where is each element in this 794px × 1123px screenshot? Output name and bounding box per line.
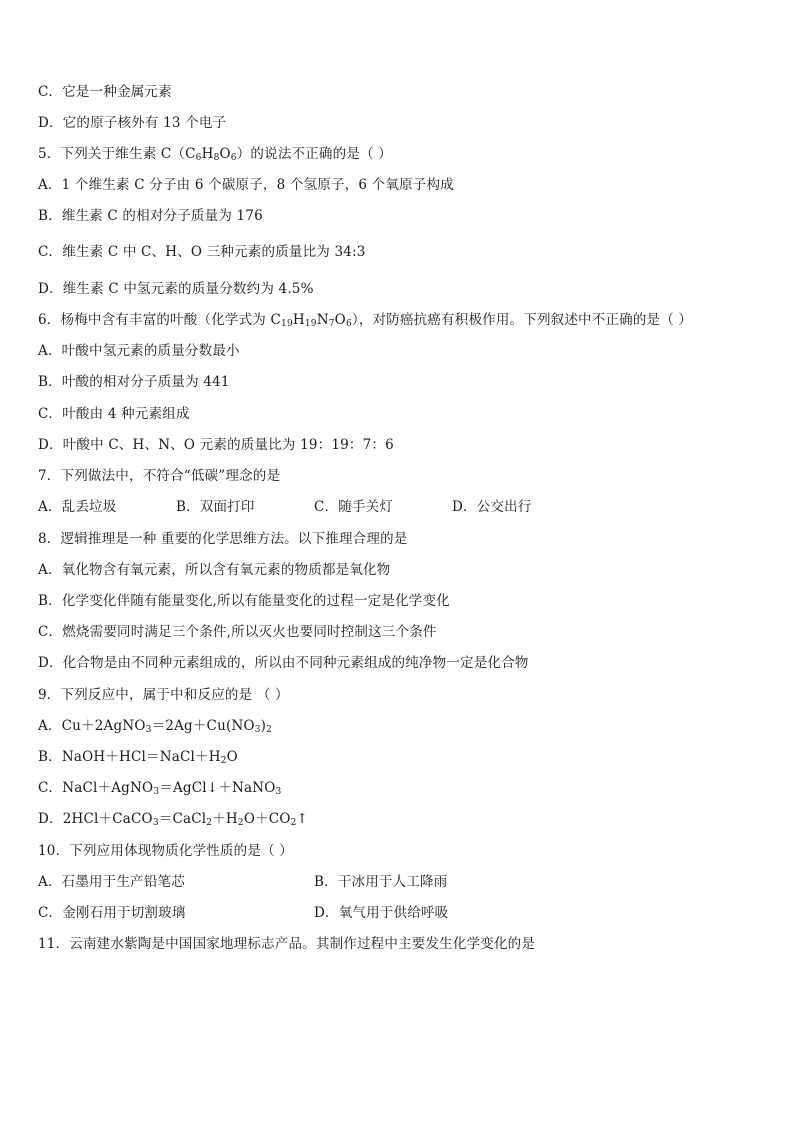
formula-subscript: 3 xyxy=(152,818,159,828)
equation-part: ＝2Ag＋Cu(NO xyxy=(151,718,255,734)
q7-option-c: C．随手关灯 xyxy=(314,499,394,515)
equation-part: ＝CaCl xyxy=(158,811,207,827)
formula-subscript: 3 xyxy=(145,725,152,735)
q6-stem-part: H xyxy=(292,312,305,328)
formula-subscript: 19 xyxy=(304,319,317,329)
equation-part: D．2HCl＋CaCO xyxy=(38,811,153,827)
equation-part: O＋CO xyxy=(243,811,291,827)
q9-option-d xyxy=(38,810,308,828)
q8-option-c: C．燃烧需要同时满足三个条件,所以灭火也要同时控制这三个条件 xyxy=(38,624,437,640)
equation-part: ↑ xyxy=(296,811,309,827)
q8-option-b: B．化学变化伴随有能量变化,所以有能量变化的过程一定是化学变化 xyxy=(38,593,450,609)
q4-option-d: D．它的原子核外有 13 个电子 xyxy=(38,115,227,131)
q6-option-b: B．叶酸的相对分子质量为 441 xyxy=(38,374,230,390)
q6-stem-part: ），对防癌抗癌有积极作用。下列叙述中不正确的是（ ） xyxy=(351,312,693,328)
q10-option-a: A．石墨用于生产铅笔芯 xyxy=(38,874,185,890)
q8-option-a: A．氧化物含有氧元素，所以含有氧元素的物质都是氧化物 xyxy=(38,562,391,578)
formula-subscript: 2 xyxy=(290,818,297,828)
q10-option-b: B．干冰用于人工降雨 xyxy=(314,874,448,890)
q9-option-a xyxy=(38,717,272,735)
q5-option-a: A．1 个维生素 C 分子由 6 个碳原子，8 个氢原子，6 个氧原子构成 xyxy=(38,177,454,193)
equation-part: ＝AgCl↓＋NaNO xyxy=(159,780,276,796)
formula-subscript: 8 xyxy=(213,153,220,163)
q10-options-row1 xyxy=(38,873,590,891)
equation-part: ) xyxy=(260,718,267,734)
q5-stem-part: O xyxy=(219,146,231,162)
q10-option-d: D．氧气用于供给呼吸 xyxy=(314,905,449,921)
q11-stem: 11．云南建水紫陶是中国国家地理标志产品。其制作过程中主要发生化学变化的是 xyxy=(38,936,536,952)
q9-option-b xyxy=(38,748,238,766)
formula-subscript: 3 xyxy=(254,725,261,735)
formula-subscript: 3 xyxy=(275,787,282,797)
equation-part: B．NaOH＋HCl＝NaCl＋H xyxy=(38,749,221,765)
q7-options xyxy=(38,498,590,516)
q8-option-d: D．化合物是由不同种元素组成的，所以由不同种元素组成的纯净物一定是化合物 xyxy=(38,655,529,671)
formula-subscript: 2 xyxy=(237,818,244,828)
q10-options-row2 xyxy=(38,904,590,922)
q4-option-c: C．它是一种金属元素 xyxy=(38,84,172,100)
q7-stem: 7．下列做法中，不符合“低碳”理念的是 xyxy=(38,468,281,484)
q6-stem-part: N xyxy=(316,312,329,328)
formula-subscript: 2 xyxy=(220,756,227,766)
q10-stem: 10．下列应用体现物质化学性质的是（ ） xyxy=(38,843,293,859)
q6-option-c: C．叶酸由 4 种元素组成 xyxy=(38,406,190,422)
q6-stem xyxy=(38,311,692,329)
q8-stem: 8．逻辑推理是一种 重要的化学思维方法。以下推理合理的是 xyxy=(38,531,408,547)
q5-option-b: B．维生素 C 的相对分子质量为 176 xyxy=(38,208,263,224)
formula-subscript: 3 xyxy=(153,787,160,797)
formula-subscript: 6 xyxy=(230,153,237,163)
formula-subscript: 2 xyxy=(206,818,213,828)
equation-part: C．NaCl＋AgNO xyxy=(38,780,154,796)
equation-part: O xyxy=(226,749,238,765)
q6-stem-part: 6．杨梅中含有丰富的叶酸（化学式为 C xyxy=(38,312,282,328)
q7-option-b: B．双面打印 xyxy=(176,499,255,515)
q5-stem-part: 5．下列关于维生素 C（C xyxy=(38,146,196,162)
formula-subscript: 6 xyxy=(195,153,202,163)
q6-option-d: D．叶酸中 C、H、N、O 元素的质量比为 19：19：7：6 xyxy=(38,437,394,453)
equation-part: ＋H xyxy=(212,811,238,827)
q6-option-a: A．叶酸中氢元素的质量分数最小 xyxy=(38,343,240,359)
formula-subscript: 6 xyxy=(345,319,352,329)
q10-option-c: C．金刚石用于切割玻璃 xyxy=(38,905,186,921)
q5-stem xyxy=(38,145,392,163)
q6-stem-part: O xyxy=(334,312,346,328)
q9-stem: 9．下列反应中，属于中和反应的是 （ ） xyxy=(38,687,289,703)
q5-stem-part: ）的说法不正确的是（ ） xyxy=(236,146,392,162)
q9-option-c xyxy=(38,779,281,797)
q5-stem-part: H xyxy=(201,146,214,162)
q5-option-c: C．维生素 C 中 C、H、O 三种元素的质量比为 34:3 xyxy=(38,244,366,260)
q7-option-d: D．公交出行 xyxy=(452,499,532,515)
formula-subscript: 7 xyxy=(328,319,335,329)
q7-option-a: A．乱丢垃圾 xyxy=(38,499,117,515)
formula-subscript: 19 xyxy=(281,319,293,329)
equation-part: A．Cu＋2AgNO xyxy=(38,718,146,734)
formula-subscript: 2 xyxy=(266,725,273,735)
q5-option-d: D．维生素 C 中氢元素的质量分数约为 4.5% xyxy=(38,281,314,297)
